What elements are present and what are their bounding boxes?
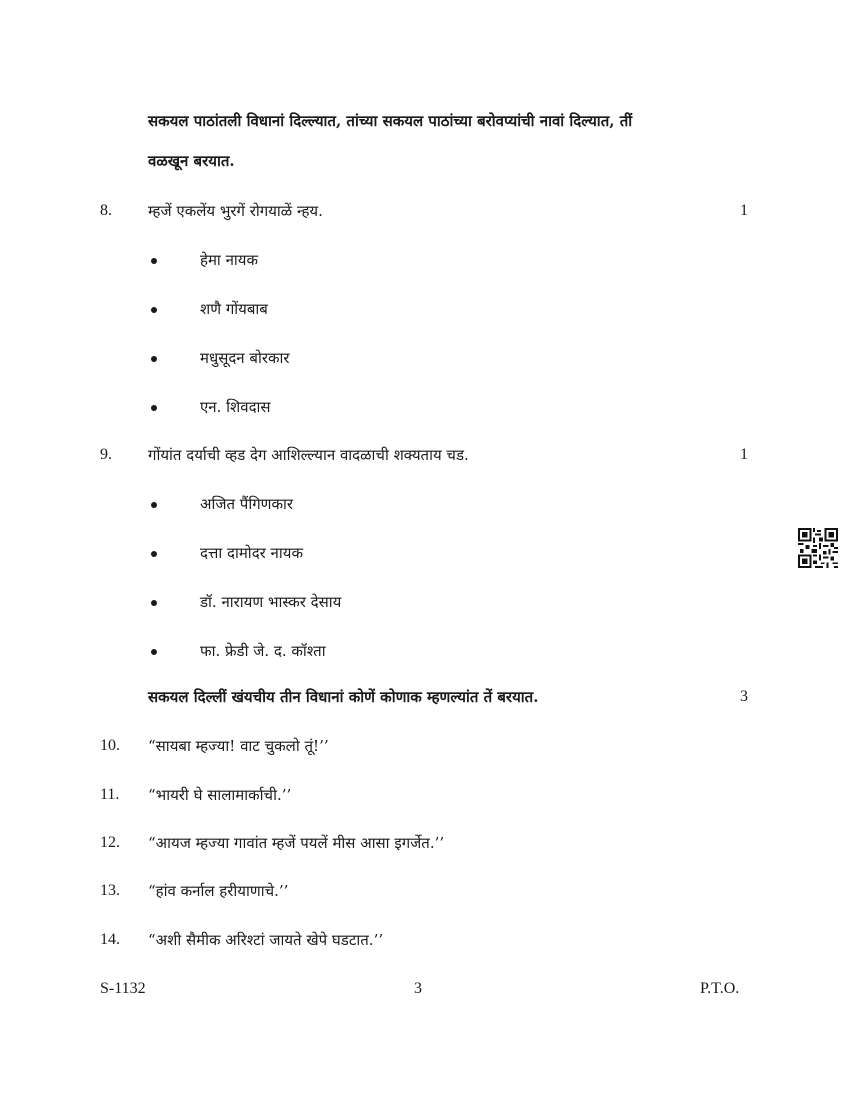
option-item: अजित पैंगिणकार — [200, 495, 294, 513]
bullet — [151, 502, 157, 508]
question-number: 8. — [100, 202, 112, 219]
pto-label: P.T.O. — [700, 980, 740, 997]
section2-marks: 3 — [740, 688, 748, 705]
bullet — [151, 600, 157, 606]
question-number: 13. — [100, 882, 120, 899]
section2-instruction: सकयल दिल्लीं खंयचीय तीन विधानां कोणें कोणाक म्हणल्यांत तें बरयात. — [148, 688, 539, 706]
bullet — [151, 551, 157, 557]
bullet — [151, 307, 157, 313]
option-item: शणै गोंयबाब — [200, 300, 268, 318]
quote-text: “सायबा म्हज्या! वाट चुकलो तूं!’’ — [148, 737, 329, 755]
section1-instruction-line1: सकयल पाठांतली विधानां दिल्ल्यात, तांच्या सकयल पाठांच्या बरोवप्यांची नावां दिल्यात, तीं — [148, 112, 633, 130]
question-text: म्हजें एकलेंय भुरगें रोगयाळें न्हय. — [148, 202, 323, 220]
question-number: 14. — [100, 931, 120, 948]
section1-instruction-line2: वळखून बरयात. — [148, 152, 235, 170]
quote-text: “अशी सैमीक अरिश्टां जायते खेपे घडटात.’’ — [148, 931, 384, 949]
option-item: दत्ता दामोदर नायक — [200, 544, 303, 562]
question-text: गोंयांत दर्याची व्हड देग आशिल्ल्यान वादळाची शक्यताय चड. — [148, 446, 469, 464]
question-marks: 1 — [740, 446, 748, 463]
option-item: एन. शिवदास — [200, 398, 271, 416]
question-number: 12. — [100, 834, 120, 851]
paper-code: S-1132 — [100, 980, 146, 997]
question-number: 9. — [100, 446, 112, 463]
bullet — [151, 405, 157, 411]
question-number: 11. — [100, 786, 120, 803]
quote-text: “आयज म्हज्या गावांत म्हजें पयलें मीस आसा इगर्जेत.’’ — [148, 834, 445, 852]
option-item: फा. फ्रेडी जे. द. कॉश्ता — [200, 642, 326, 660]
qr-code-icon — [798, 528, 838, 568]
question-marks: 1 — [740, 202, 748, 219]
bullet — [151, 649, 157, 655]
bullet — [151, 356, 157, 362]
option-item: डॉ. नारायण भास्कर देसाय — [200, 593, 342, 611]
option-item: मधुसूदन बोरकार — [200, 349, 290, 367]
quote-text: “भायरी घे सालामार्काची.’’ — [148, 786, 292, 804]
bullet — [151, 258, 157, 264]
page-number: 3 — [414, 980, 422, 997]
option-item: हेमा नायक — [200, 251, 259, 269]
question-number: 10. — [100, 737, 120, 754]
quote-text: “हांव कर्नाल हरीयाणाचे.’’ — [148, 882, 289, 900]
